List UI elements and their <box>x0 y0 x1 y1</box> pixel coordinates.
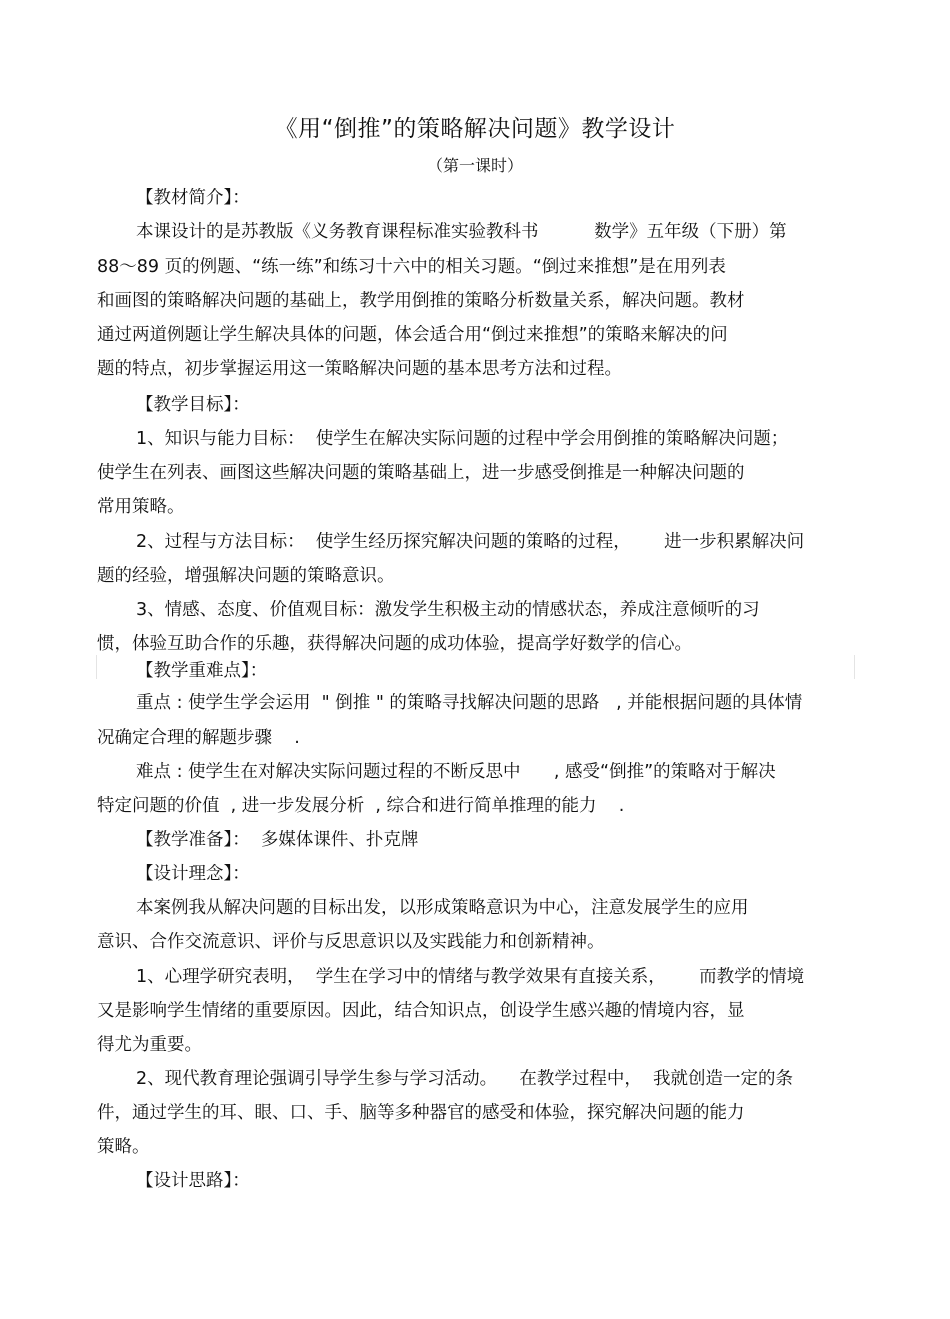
paragraph-line: 况确定合理的解题步骤 . <box>97 728 300 748</box>
section-heading-key-points: 【教学重难点】： <box>136 661 268 681</box>
paragraph-line: 2、现代教育理论强调引导学生参与学习活动。 在教学过程中， 我就创造一定的条 <box>136 1069 794 1089</box>
margin-line-right <box>854 655 855 679</box>
paragraph-line: 得尤为重要。 <box>97 1035 202 1055</box>
paragraph-line: 惯，体验互助合作的乐趣，获得解决问题的成功体验，提高学好数学的信心。 <box>97 634 692 654</box>
margin-line-left <box>96 655 97 679</box>
document-title: 《用“倒推”的策略解决问题》教学设计 <box>274 116 676 142</box>
paragraph-line: 题的特点，初步掌握运用这一策略解决问题的基本思考方法和过程。 <box>97 359 622 379</box>
section-heading-teaching-goals: 【教学目标】： <box>136 395 250 415</box>
paragraph-line: 重点 : 使学生学会运用 " 倒推 " 的策略寻找解决问题的思路 , 并能根据问题的具体情 <box>136 693 803 713</box>
paragraph-line: 又是影响学生情绪的重要原因。因此，结合知识点，创设学生感兴趣的情境内容，显 <box>97 1001 745 1021</box>
paragraph-line: 难点 : 使学生在对解决实际问题过程的不断反思中 , 感受“倒推”的策略对于解决 <box>136 762 776 782</box>
section-heading-textbook-intro: 【教材简介】： <box>136 188 250 208</box>
paragraph-line: 1、知识与能力目标： 使学生在解决实际问题的过程中学会用倒推的策略解决问题； <box>136 429 789 449</box>
paragraph-line: 件，通过学生的耳、眼、口、手、脑等多种器官的感受和体验，探究解决问题的能力 <box>97 1103 745 1123</box>
section-heading-design-approach: 【设计思路】： <box>136 1171 250 1191</box>
paragraph-line: 特定问题的价值 , 进一步发展分析 , 综合和进行简单推理的能力 . <box>97 796 625 816</box>
paragraph-line: 88～89 页的例题、“练一练”和练习十六中的相关习题。“倒过来推想”是在用列表 <box>97 257 726 277</box>
paragraph-line: 和画图的策略解决问题的基础上，教学用倒推的策略分析数量关系，解决问题。教材 <box>97 291 745 311</box>
section-heading-design-concept: 【设计理念】： <box>136 864 250 884</box>
paragraph-line: 常用策略。 <box>97 497 185 517</box>
paragraph-line: 使学生在列表、画图这些解决问题的策略基础上，进一步感受倒推是一种解决问题的 <box>97 463 745 483</box>
paragraph-line: 1、心理学研究表明， 学生在学习中的情绪与教学效果有直接关系， 而教学的情境 <box>136 967 805 987</box>
section-heading-preparation: 【教学准备】： 多媒体课件、扑克牌 <box>136 830 419 850</box>
paragraph-line: 策略。 <box>97 1137 150 1157</box>
paragraph-line: 3、情感、态度、价值观目标：激发学生积极主动的情感状态，养成注意倾听的习 <box>136 600 760 620</box>
paragraph-line: 2、过程与方法目标： 使学生经历探究解决问题的策略的过程， 进一步积累解决问 <box>136 532 805 552</box>
paragraph-line: 题的经验，增强解决问题的策略意识。 <box>97 566 395 586</box>
paragraph-line: 本案例我从解决问题的目标出发，以形成策略意识为中心，注意发展学生的应用 <box>136 898 749 918</box>
document-subtitle: （第一课时） <box>426 156 523 175</box>
paragraph-line: 通过两道例题让学生解决具体的问题，体会适合用“倒过来推想”的策略来解决的问 <box>97 325 728 345</box>
paragraph-line: 本课设计的是苏教版《义务教育课程标准实验教科书 数学》五年级（下册）第 <box>136 222 787 242</box>
paragraph-line: 意识、合作交流意识、评价与反思意识以及实践能力和创新精神。 <box>97 932 605 952</box>
